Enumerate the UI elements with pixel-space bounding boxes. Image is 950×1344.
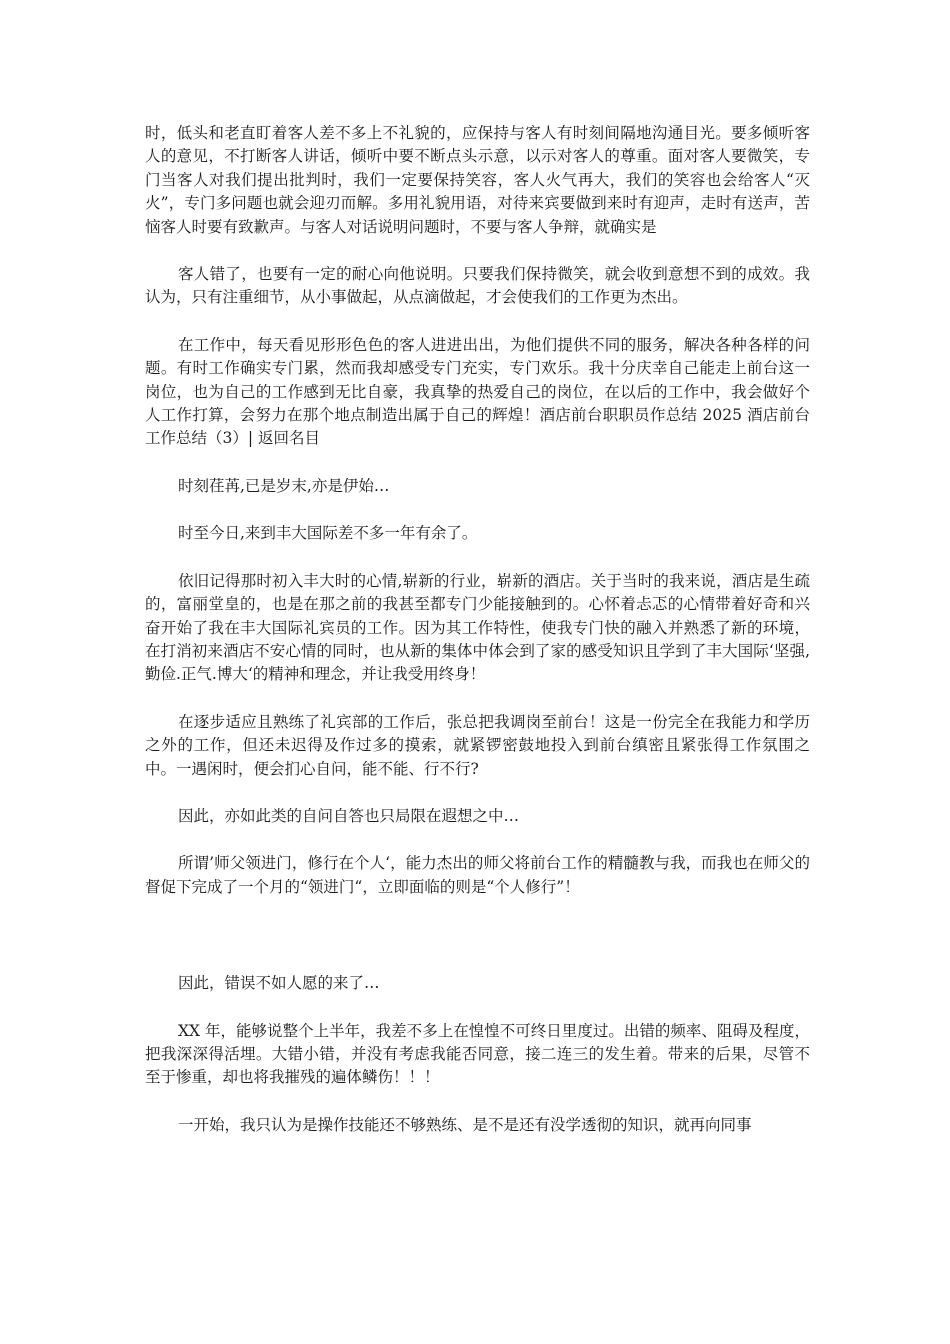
- paragraph: 在逐步适应且熟练了礼宾部的工作后，张总把我调岗至前台！这是一份完全在我能力和学历之外的工作，但还未迟得及作过多的摸索，就紧锣密鼓地投入到前台缜密且紧张得工作氛围之中。一遇闲时，便会扪心自问，能不能、行不行?: [145, 712, 810, 778]
- blank-space: [145, 923, 810, 972]
- paragraph: 时刻荏苒,已是岁末,亦是伊始…: [178, 476, 390, 495]
- paragraph: 因此，错误不如人愿的来了…: [178, 974, 380, 993]
- paragraph: 一开始，我只认为是操作技能还不够熟练、是不是还有没学透彻的知识，就再向同事: [178, 1115, 752, 1134]
- paragraph: 所谓’师父领进门，修行在个人‘，能力杰出的师父将前台工作的精髓教与我，而我也在师父的督促下完成了一个月的“领进门“，立即面临的则是“个人修行”！: [145, 854, 810, 896]
- paragraph: 时，低头和老直盯着客人差不多上不礼貌的，应保持与客人有时刻间隔地沟通目光。要多倾听客人的意见，不打断客人讲话，倾听中要不断点头示意，以示对客人的尊重。面对客人要微笑，专门当客人对我们提出批判时，我们一定要保持笑容，客人火气再大，我们的笑容也会给客人“灭火”，专门多问题也就会迎刃而解。多用礼貌用语，对待来宾要做到来时有迎声，走时有送声，苦恼客人时要有致歉声。与客人对话说明问题时，不要与客人争辩，就确实是: [145, 124, 810, 236]
- paragraph: 依旧记得那时初入丰大时的心情,崭新的行业，崭新的酒店。关于当时的我来说，酒店是生疏的，富丽堂皇的，也是在那之前的我甚至都专门少能接触到的。心怀着忐忑的心情带着好奇和兴奋开始了我在丰大国际礼宾员的工作。因为其工作特性，使我专门快的融入并熟悉了新的环境，在打消初来酒店不安心情的同时，也从新的集体中体会到了家的感受知识且学到了丰大国际‘坚强,勤俭.正气.博大‘的精神和理念，并让我受用终身！: [145, 571, 810, 684]
- paragraph: 时至今日,来到丰大国际差不多一年有余了。: [178, 524, 478, 543]
- paragraph: XX 年，能够说整个上半年，我差不多上在惶惶不可终日里度过。出错的频率、阻碍及程度，把我深深得活埋。大错小错，并没有考虑我能否同意，接二连三的发生着。带来的后果，尽管不至于惨重，却也将我摧残的遍体鳞伤！！！: [145, 1021, 810, 1087]
- document-page: [145, 122, 810, 1161]
- paragraph: 客人错了，也要有一定的耐心向他说明。只要我们保持微笑，就会收到意想不到的成效。我认为，只有注重细节，从小事做起，从点滴做起，才会使我们的工作更为杰出。: [145, 265, 810, 307]
- paragraph: 在工作中，每天看见形形色色的客人进进出出，为他们提供不同的服务，解决各种各样的问题。有时工作确实专门累，然而我却感受专门充实，专门欢乐。我十分庆幸自己能走上前台这一岗位，也为自己的工作感到无比自豪，我真挚的热爱自己的岗位，在以后的工作中，我会做好个人工作打算，会努力在那个地点制造出属于自己的辉煌！酒店前台职职员作总结 2025 酒店前台工作总结（3）| 返回名目: [145, 335, 810, 448]
- paragraph: 因此，亦如此类的自问自答也只局限在遐想之中…: [178, 806, 520, 825]
